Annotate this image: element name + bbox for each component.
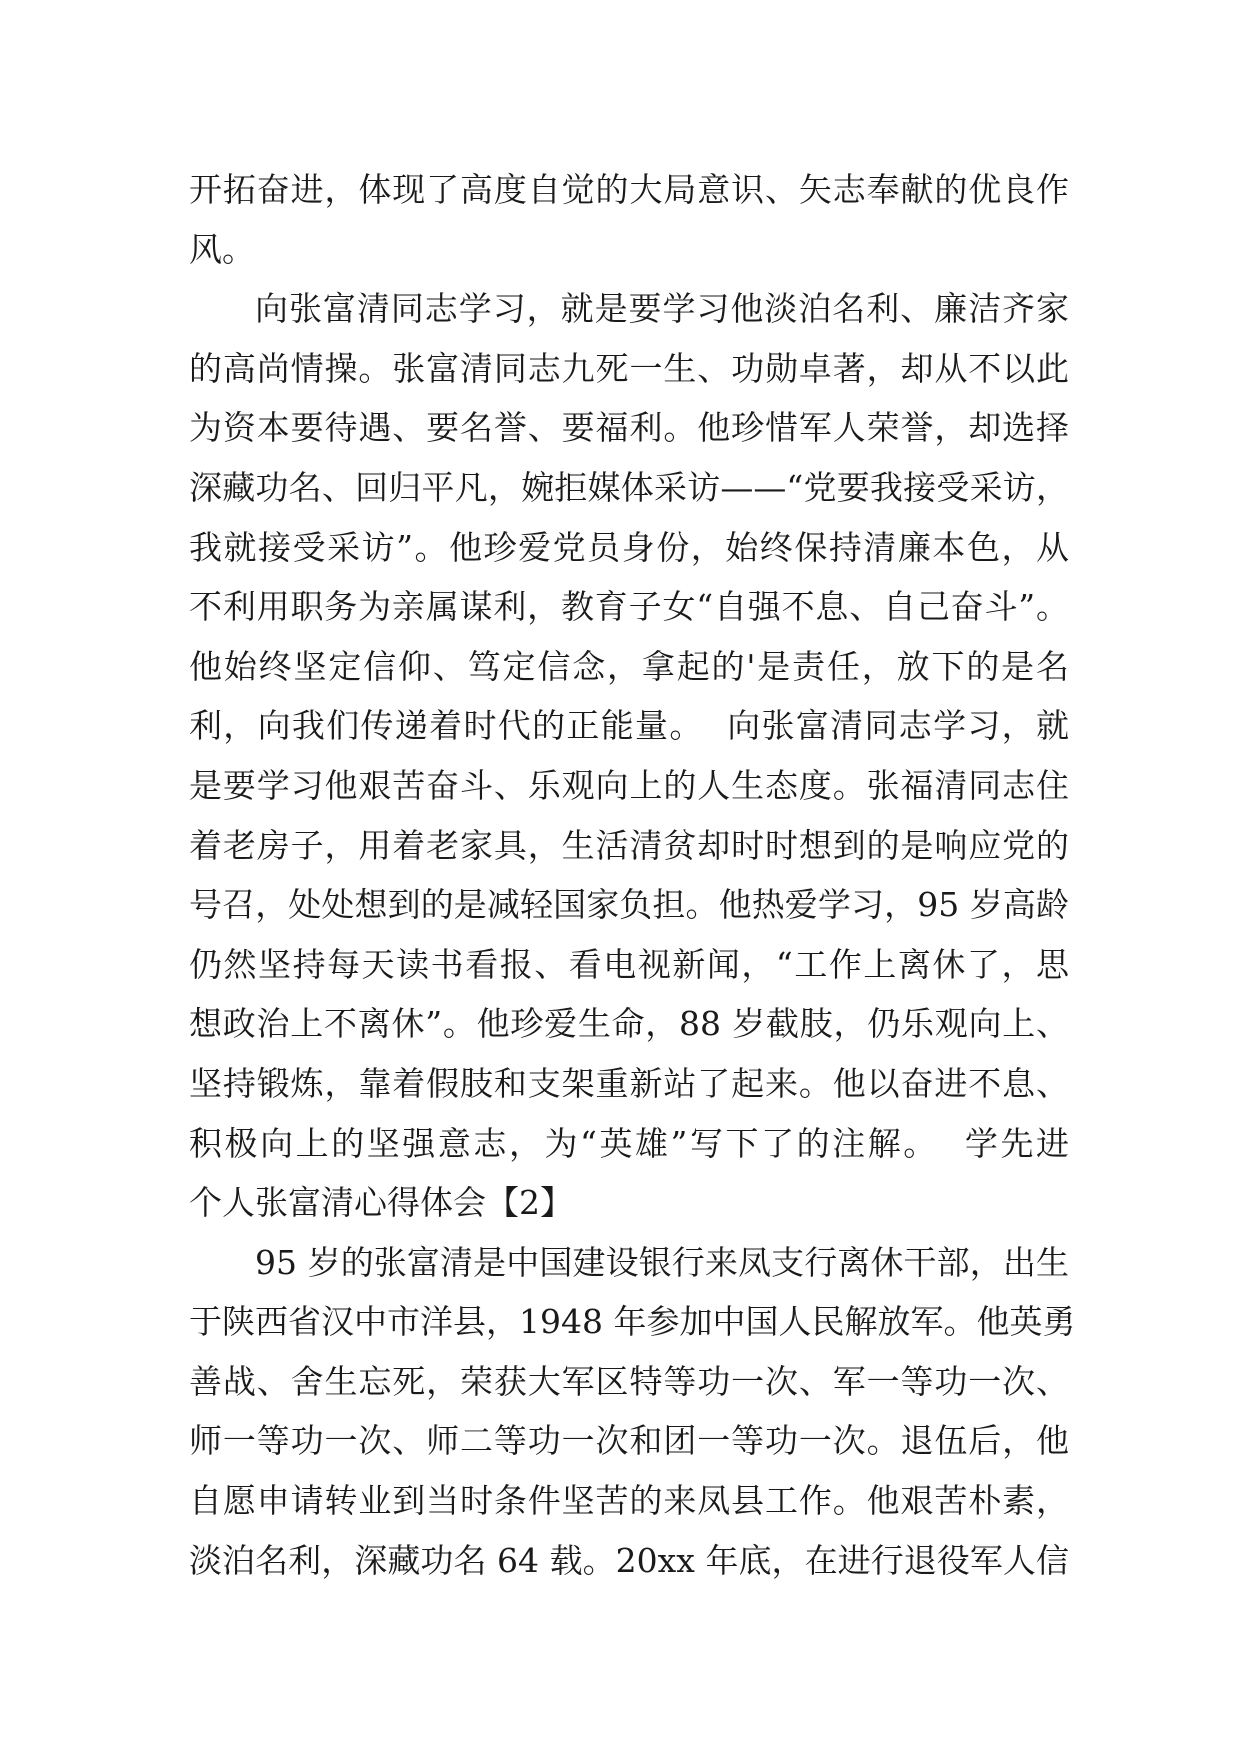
text-line: 坚持锻炼，靠着假肢和支架重新站了起来。他以奋进不息、 bbox=[189, 1063, 1069, 1103]
text-line: 着老房子，用着老家具，生活清贫却时时想到的是响应党的 bbox=[189, 825, 1069, 865]
text-line: 善战、舍生忘死，荣获大军区特等功一次、军一等功一次、 bbox=[189, 1361, 1069, 1401]
paragraph-first-line: 95 岁的张富清是中国建设银行来凤支行离休干部，出生 bbox=[255, 1242, 1069, 1282]
text-line: 风。 bbox=[189, 229, 255, 269]
text-line: 是要学习他艰苦奋斗、乐观向上的人生态度。张福清同志住 bbox=[189, 765, 1069, 805]
text-line: 自愿申请转业到当时条件坚苦的来凤县工作。他艰苦朴素， bbox=[189, 1481, 1069, 1521]
text-line: 仍然坚持每天读书看报、看电视新闻，“工作上离休了，思 bbox=[189, 944, 1069, 984]
text-line: 不利用职务为亲属谋利，教育子女“自强不息、自己奋斗”。 bbox=[189, 587, 1069, 627]
text-line: 利，向我们传递着时代的正能量。 向张富清同志学习，就 bbox=[189, 706, 1069, 746]
text-line: 号召，处处想到的是减轻国家负担。他热爱学习，95 岁高龄 bbox=[189, 885, 1069, 925]
text-line: 淡泊名利，深藏功名 64 载。20xx 年底，在进行退役军人信 bbox=[189, 1540, 1069, 1580]
section-heading: 个人张富清心得体会【2】 bbox=[189, 1183, 573, 1223]
document-body bbox=[189, 160, 1076, 1590]
text-line: 他始终坚定信仰、笃定信念，拿起的'是责任，放下的是名 bbox=[189, 646, 1069, 686]
text-line: 的高尚情操。张富清同志九死一生、功勋卓著，却从不以此 bbox=[189, 348, 1069, 388]
text-line: 积极向上的坚强意志，为“英雄”写下了的注解。 学先进 bbox=[189, 1123, 1069, 1163]
text-line: 开拓奋进，体现了高度自觉的大局意识、矢志奉献的优良作 bbox=[189, 170, 1069, 209]
text-line: 想政治上不离休”。他珍爱生命，88 岁截肢，仍乐观向上、 bbox=[189, 1004, 1069, 1044]
paragraph-first-line: 向张富清同志学习，就是要学习他淡泊名利、廉洁齐家 bbox=[255, 289, 1069, 329]
text-line: 于陕西省汉中市洋县，1948 年参加中国人民解放军。他英勇 bbox=[189, 1302, 1076, 1342]
text-line: 我就接受采访”。他珍爱党员身份，始终保持清廉本色，从 bbox=[189, 527, 1069, 567]
text-line: 深藏功名、回归平凡，婉拒媒体采访——“党要我接受采访， bbox=[189, 467, 1069, 507]
text-line: 师一等功一次、师二等功一次和团一等功一次。退伍后，他 bbox=[189, 1421, 1069, 1461]
text-line: 为资本要待遇、要名誉、要福利。他珍惜军人荣誉，却选择 bbox=[189, 408, 1069, 448]
